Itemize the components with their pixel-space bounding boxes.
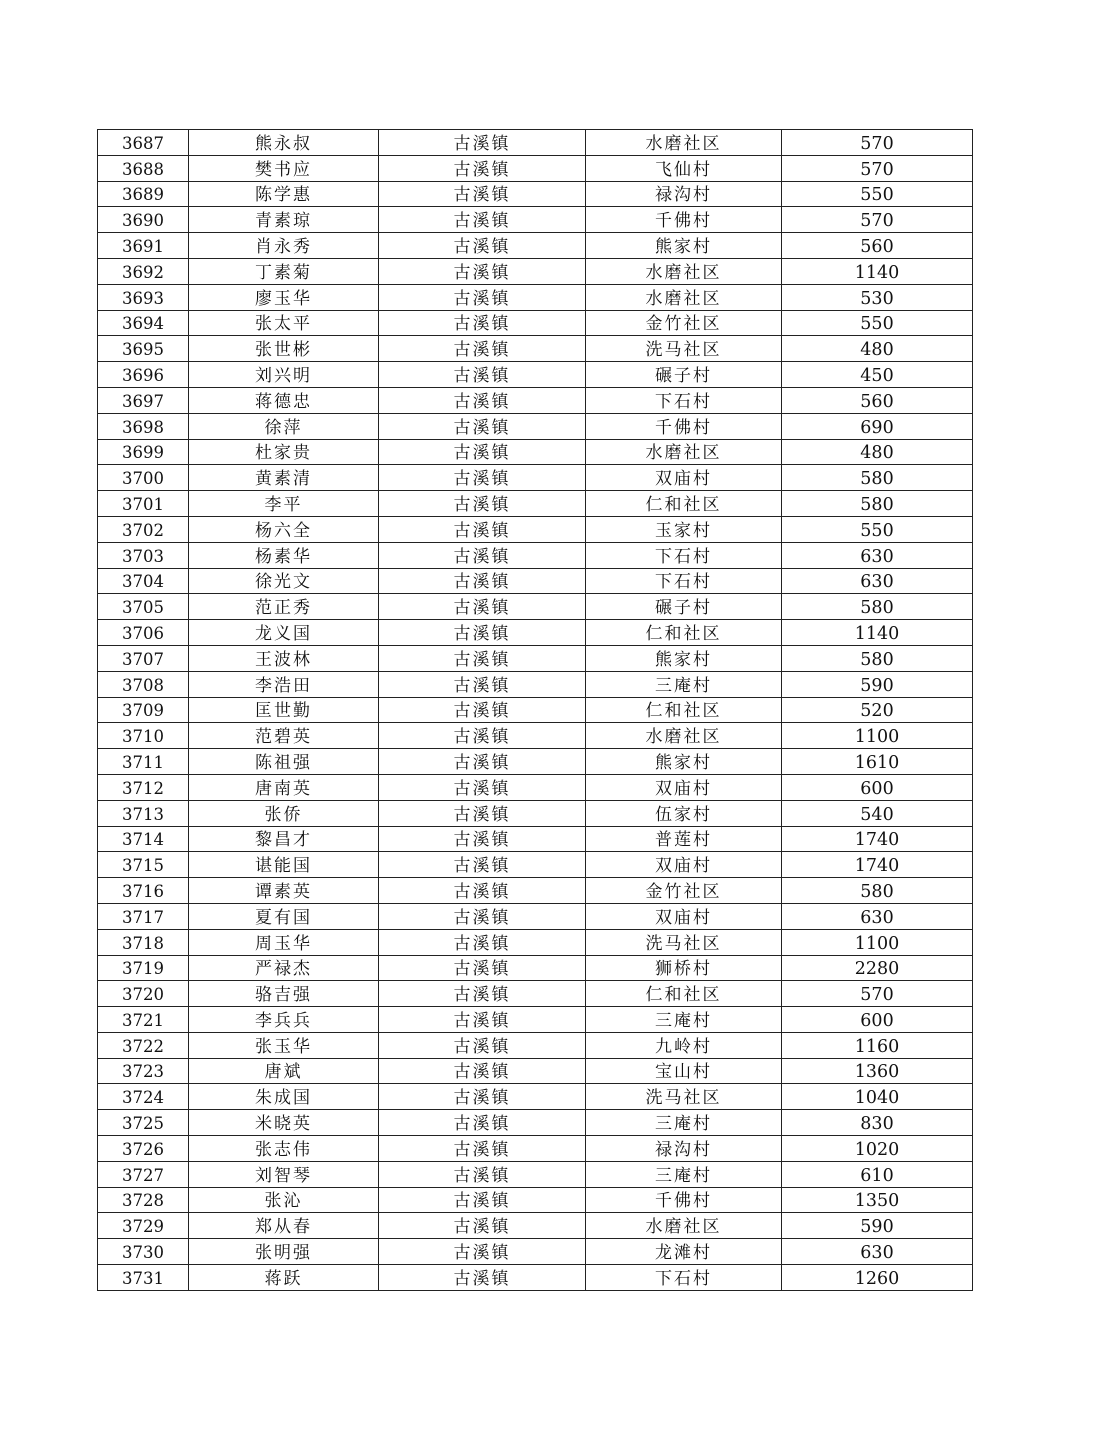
table-row — [98, 826, 973, 852]
village-cell: 水磨社区 — [586, 284, 782, 310]
table-row — [98, 929, 973, 955]
name-cell: 樊书应 — [189, 155, 379, 181]
village-cell: 熊家村 — [586, 749, 782, 775]
row-number-cell: 3723 — [98, 1058, 189, 1084]
table-row — [98, 1213, 973, 1239]
name-cell: 徐萍 — [189, 413, 379, 439]
row-number-cell: 3694 — [98, 310, 189, 336]
name-cell: 李平 — [189, 491, 379, 517]
row-number-cell: 3729 — [98, 1213, 189, 1239]
amount-cell: 1740 — [782, 826, 973, 852]
village-cell: 伍家村 — [586, 800, 782, 826]
name-cell: 张世彬 — [189, 336, 379, 362]
name-cell: 杨六全 — [189, 516, 379, 542]
row-number-cell: 3699 — [98, 439, 189, 465]
village-cell: 水磨社区 — [586, 1213, 782, 1239]
table-row — [98, 362, 973, 388]
town-cell: 古溪镇 — [379, 1007, 586, 1033]
town-cell: 古溪镇 — [379, 671, 586, 697]
table-row — [98, 130, 973, 156]
row-number-cell: 3695 — [98, 336, 189, 362]
amount-cell: 570 — [782, 155, 973, 181]
amount-cell: 2280 — [782, 955, 973, 981]
amount-cell: 630 — [782, 1239, 973, 1265]
village-cell: 玉家村 — [586, 516, 782, 542]
town-cell: 古溪镇 — [379, 336, 586, 362]
row-number-cell: 3702 — [98, 516, 189, 542]
amount-cell: 580 — [782, 465, 973, 491]
town-cell: 古溪镇 — [379, 1187, 586, 1213]
amount-cell: 610 — [782, 1161, 973, 1187]
name-cell: 刘兴明 — [189, 362, 379, 388]
town-cell: 古溪镇 — [379, 284, 586, 310]
table-row — [98, 258, 973, 284]
name-cell: 青素琼 — [189, 207, 379, 233]
amount-cell: 520 — [782, 697, 973, 723]
name-cell: 刘智琴 — [189, 1161, 379, 1187]
village-cell: 熊家村 — [586, 645, 782, 671]
name-cell: 黄素清 — [189, 465, 379, 491]
village-cell: 下石村 — [586, 387, 782, 413]
town-cell: 古溪镇 — [379, 878, 586, 904]
name-cell: 张玉华 — [189, 1032, 379, 1058]
row-number-cell: 3705 — [98, 594, 189, 620]
table-row — [98, 465, 973, 491]
table-row — [98, 207, 973, 233]
name-cell: 唐斌 — [189, 1058, 379, 1084]
amount-cell: 630 — [782, 568, 973, 594]
name-cell: 丁素菊 — [189, 258, 379, 284]
amount-cell: 600 — [782, 1007, 973, 1033]
town-cell: 古溪镇 — [379, 645, 586, 671]
town-cell: 古溪镇 — [379, 1084, 586, 1110]
table-row — [98, 671, 973, 697]
table-row — [98, 284, 973, 310]
row-number-cell: 3718 — [98, 929, 189, 955]
row-number-cell: 3701 — [98, 491, 189, 517]
amount-cell: 580 — [782, 491, 973, 517]
table-row — [98, 1187, 973, 1213]
amount-cell: 1140 — [782, 258, 973, 284]
village-cell: 碾子村 — [586, 594, 782, 620]
village-cell: 双庙村 — [586, 903, 782, 929]
name-cell: 米晓英 — [189, 1110, 379, 1136]
table-row — [98, 1058, 973, 1084]
table-row — [98, 878, 973, 904]
town-cell: 古溪镇 — [379, 1239, 586, 1265]
table-row — [98, 387, 973, 413]
table-row — [98, 310, 973, 336]
row-number-cell: 3688 — [98, 155, 189, 181]
name-cell: 徐光文 — [189, 568, 379, 594]
table-row — [98, 1136, 973, 1162]
village-cell: 金竹社区 — [586, 878, 782, 904]
amount-cell: 530 — [782, 284, 973, 310]
village-cell: 洗马社区 — [586, 336, 782, 362]
row-number-cell: 3689 — [98, 181, 189, 207]
village-cell: 仁和社区 — [586, 981, 782, 1007]
table-row — [98, 594, 973, 620]
row-number-cell: 3692 — [98, 258, 189, 284]
amount-cell: 830 — [782, 1110, 973, 1136]
town-cell: 古溪镇 — [379, 362, 586, 388]
table-row — [98, 491, 973, 517]
amount-cell: 600 — [782, 774, 973, 800]
row-number-cell: 3707 — [98, 645, 189, 671]
amount-cell: 1350 — [782, 1187, 973, 1213]
row-number-cell: 3697 — [98, 387, 189, 413]
village-cell: 下石村 — [586, 542, 782, 568]
table-row — [98, 903, 973, 929]
row-number-cell: 3719 — [98, 955, 189, 981]
town-cell: 古溪镇 — [379, 439, 586, 465]
amount-cell: 550 — [782, 181, 973, 207]
village-cell: 狮桥村 — [586, 955, 782, 981]
amount-cell: 570 — [782, 981, 973, 1007]
village-cell: 飞仙村 — [586, 155, 782, 181]
town-cell: 古溪镇 — [379, 1213, 586, 1239]
name-cell: 肖永秀 — [189, 233, 379, 259]
town-cell: 古溪镇 — [379, 1136, 586, 1162]
name-cell: 朱成国 — [189, 1084, 379, 1110]
village-cell: 禄沟村 — [586, 181, 782, 207]
row-number-cell: 3704 — [98, 568, 189, 594]
name-cell: 夏有国 — [189, 903, 379, 929]
row-number-cell: 3720 — [98, 981, 189, 1007]
town-cell: 古溪镇 — [379, 155, 586, 181]
name-cell: 唐南英 — [189, 774, 379, 800]
town-cell: 古溪镇 — [379, 955, 586, 981]
village-cell: 三庵村 — [586, 1110, 782, 1136]
table-row — [98, 1032, 973, 1058]
table-row — [98, 697, 973, 723]
amount-cell: 1100 — [782, 723, 973, 749]
name-cell: 谌能国 — [189, 852, 379, 878]
town-cell: 古溪镇 — [379, 207, 586, 233]
village-cell: 千佛村 — [586, 413, 782, 439]
town-cell: 古溪镇 — [379, 465, 586, 491]
row-number-cell: 3693 — [98, 284, 189, 310]
name-cell: 李浩田 — [189, 671, 379, 697]
village-cell: 普莲村 — [586, 826, 782, 852]
name-cell: 陈祖强 — [189, 749, 379, 775]
town-cell: 古溪镇 — [379, 130, 586, 156]
table-row — [98, 413, 973, 439]
row-number-cell: 3700 — [98, 465, 189, 491]
town-cell: 古溪镇 — [379, 516, 586, 542]
village-cell: 洗马社区 — [586, 929, 782, 955]
town-cell: 古溪镇 — [379, 723, 586, 749]
town-cell: 古溪镇 — [379, 981, 586, 1007]
row-number-cell: 3706 — [98, 620, 189, 646]
table-row — [98, 1007, 973, 1033]
row-number-cell: 3711 — [98, 749, 189, 775]
table-row — [98, 516, 973, 542]
village-cell: 宝山村 — [586, 1058, 782, 1084]
name-cell: 蒋跃 — [189, 1265, 379, 1291]
amount-cell: 1610 — [782, 749, 973, 775]
table-row — [98, 1239, 973, 1265]
name-cell: 黎昌才 — [189, 826, 379, 852]
row-number-cell: 3687 — [98, 130, 189, 156]
amount-cell: 550 — [782, 516, 973, 542]
amount-cell: 480 — [782, 439, 973, 465]
name-cell: 谭素英 — [189, 878, 379, 904]
table-row — [98, 181, 973, 207]
row-number-cell: 3722 — [98, 1032, 189, 1058]
row-number-cell: 3691 — [98, 233, 189, 259]
table-row — [98, 1161, 973, 1187]
amount-cell: 580 — [782, 645, 973, 671]
town-cell: 古溪镇 — [379, 233, 586, 259]
town-cell: 古溪镇 — [379, 181, 586, 207]
amount-cell: 690 — [782, 413, 973, 439]
name-cell: 严禄杰 — [189, 955, 379, 981]
row-number-cell: 3696 — [98, 362, 189, 388]
table-row — [98, 439, 973, 465]
town-cell: 古溪镇 — [379, 1161, 586, 1187]
row-number-cell: 3698 — [98, 413, 189, 439]
name-cell: 张太平 — [189, 310, 379, 336]
town-cell: 古溪镇 — [379, 1032, 586, 1058]
village-cell: 水磨社区 — [586, 723, 782, 749]
amount-cell: 540 — [782, 800, 973, 826]
table-row — [98, 1265, 973, 1291]
name-cell: 周玉华 — [189, 929, 379, 955]
row-number-cell: 3708 — [98, 671, 189, 697]
table-row — [98, 774, 973, 800]
name-cell: 杨素华 — [189, 542, 379, 568]
village-cell: 金竹社区 — [586, 310, 782, 336]
amount-cell: 1740 — [782, 852, 973, 878]
table-row — [98, 155, 973, 181]
town-cell: 古溪镇 — [379, 594, 586, 620]
roster-table — [97, 129, 973, 1291]
table-row — [98, 336, 973, 362]
town-cell: 古溪镇 — [379, 310, 586, 336]
table-row — [98, 620, 973, 646]
village-cell: 仁和社区 — [586, 697, 782, 723]
row-number-cell: 3724 — [98, 1084, 189, 1110]
village-cell: 龙滩村 — [586, 1239, 782, 1265]
name-cell: 张沁 — [189, 1187, 379, 1213]
table-row — [98, 542, 973, 568]
row-number-cell: 3721 — [98, 1007, 189, 1033]
town-cell: 古溪镇 — [379, 1058, 586, 1084]
table-row — [98, 1084, 973, 1110]
name-cell: 李兵兵 — [189, 1007, 379, 1033]
amount-cell: 560 — [782, 233, 973, 259]
table-row — [98, 955, 973, 981]
village-cell: 双庙村 — [586, 774, 782, 800]
village-cell: 熊家村 — [586, 233, 782, 259]
table-row — [98, 800, 973, 826]
table-row — [98, 723, 973, 749]
amount-cell: 1100 — [782, 929, 973, 955]
row-number-cell: 3731 — [98, 1265, 189, 1291]
village-cell: 三庵村 — [586, 1007, 782, 1033]
row-number-cell: 3710 — [98, 723, 189, 749]
town-cell: 古溪镇 — [379, 749, 586, 775]
town-cell: 古溪镇 — [379, 491, 586, 517]
row-number-cell: 3690 — [98, 207, 189, 233]
town-cell: 古溪镇 — [379, 620, 586, 646]
row-number-cell: 3709 — [98, 697, 189, 723]
row-number-cell: 3725 — [98, 1110, 189, 1136]
name-cell: 王波林 — [189, 645, 379, 671]
row-number-cell: 3716 — [98, 878, 189, 904]
town-cell: 古溪镇 — [379, 800, 586, 826]
amount-cell: 560 — [782, 387, 973, 413]
village-cell: 洗马社区 — [586, 1084, 782, 1110]
village-cell: 仁和社区 — [586, 491, 782, 517]
town-cell: 古溪镇 — [379, 413, 586, 439]
row-number-cell: 3717 — [98, 903, 189, 929]
amount-cell: 1020 — [782, 1136, 973, 1162]
village-cell: 千佛村 — [586, 1187, 782, 1213]
name-cell: 匡世勤 — [189, 697, 379, 723]
name-cell: 张侨 — [189, 800, 379, 826]
amount-cell: 630 — [782, 903, 973, 929]
village-cell: 三庵村 — [586, 1161, 782, 1187]
village-cell: 千佛村 — [586, 207, 782, 233]
village-cell: 九岭村 — [586, 1032, 782, 1058]
row-number-cell: 3726 — [98, 1136, 189, 1162]
amount-cell: 580 — [782, 878, 973, 904]
table-row — [98, 233, 973, 259]
village-cell: 水磨社区 — [586, 130, 782, 156]
amount-cell: 590 — [782, 1213, 973, 1239]
amount-cell: 1260 — [782, 1265, 973, 1291]
amount-cell: 480 — [782, 336, 973, 362]
name-cell: 张明强 — [189, 1239, 379, 1265]
town-cell: 古溪镇 — [379, 774, 586, 800]
name-cell: 廖玉华 — [189, 284, 379, 310]
name-cell: 郑从春 — [189, 1213, 379, 1239]
town-cell: 古溪镇 — [379, 568, 586, 594]
name-cell: 骆吉强 — [189, 981, 379, 1007]
table-row — [98, 852, 973, 878]
village-cell: 碾子村 — [586, 362, 782, 388]
name-cell: 杜家贵 — [189, 439, 379, 465]
amount-cell: 1360 — [782, 1058, 973, 1084]
table-row — [98, 981, 973, 1007]
row-number-cell: 3727 — [98, 1161, 189, 1187]
table-row — [98, 645, 973, 671]
name-cell: 陈学惠 — [189, 181, 379, 207]
name-cell: 蒋德忠 — [189, 387, 379, 413]
table-row — [98, 749, 973, 775]
village-cell: 双庙村 — [586, 852, 782, 878]
town-cell: 古溪镇 — [379, 826, 586, 852]
village-cell: 三庵村 — [586, 671, 782, 697]
amount-cell: 580 — [782, 594, 973, 620]
village-cell: 水磨社区 — [586, 258, 782, 284]
name-cell: 范碧英 — [189, 723, 379, 749]
amount-cell: 570 — [782, 130, 973, 156]
town-cell: 古溪镇 — [379, 903, 586, 929]
row-number-cell: 3714 — [98, 826, 189, 852]
town-cell: 古溪镇 — [379, 542, 586, 568]
row-number-cell: 3712 — [98, 774, 189, 800]
name-cell: 范正秀 — [189, 594, 379, 620]
name-cell: 张志伟 — [189, 1136, 379, 1162]
row-number-cell: 3728 — [98, 1187, 189, 1213]
town-cell: 古溪镇 — [379, 929, 586, 955]
town-cell: 古溪镇 — [379, 852, 586, 878]
row-number-cell: 3703 — [98, 542, 189, 568]
amount-cell: 1040 — [782, 1084, 973, 1110]
amount-cell: 570 — [782, 207, 973, 233]
amount-cell: 1140 — [782, 620, 973, 646]
name-cell: 熊永叔 — [189, 130, 379, 156]
town-cell: 古溪镇 — [379, 1265, 586, 1291]
table-row — [98, 568, 973, 594]
amount-cell: 1160 — [782, 1032, 973, 1058]
amount-cell: 450 — [782, 362, 973, 388]
village-cell: 下石村 — [586, 1265, 782, 1291]
town-cell: 古溪镇 — [379, 697, 586, 723]
village-cell: 仁和社区 — [586, 620, 782, 646]
table-row — [98, 1110, 973, 1136]
town-cell: 古溪镇 — [379, 387, 586, 413]
town-cell: 古溪镇 — [379, 258, 586, 284]
amount-cell: 630 — [782, 542, 973, 568]
amount-cell: 590 — [782, 671, 973, 697]
row-number-cell: 3730 — [98, 1239, 189, 1265]
name-cell: 龙义国 — [189, 620, 379, 646]
village-cell: 下石村 — [586, 568, 782, 594]
amount-cell: 550 — [782, 310, 973, 336]
roster-table-body — [98, 130, 973, 1291]
row-number-cell: 3715 — [98, 852, 189, 878]
village-cell: 禄沟村 — [586, 1136, 782, 1162]
village-cell: 双庙村 — [586, 465, 782, 491]
row-number-cell: 3713 — [98, 800, 189, 826]
village-cell: 水磨社区 — [586, 439, 782, 465]
town-cell: 古溪镇 — [379, 1110, 586, 1136]
